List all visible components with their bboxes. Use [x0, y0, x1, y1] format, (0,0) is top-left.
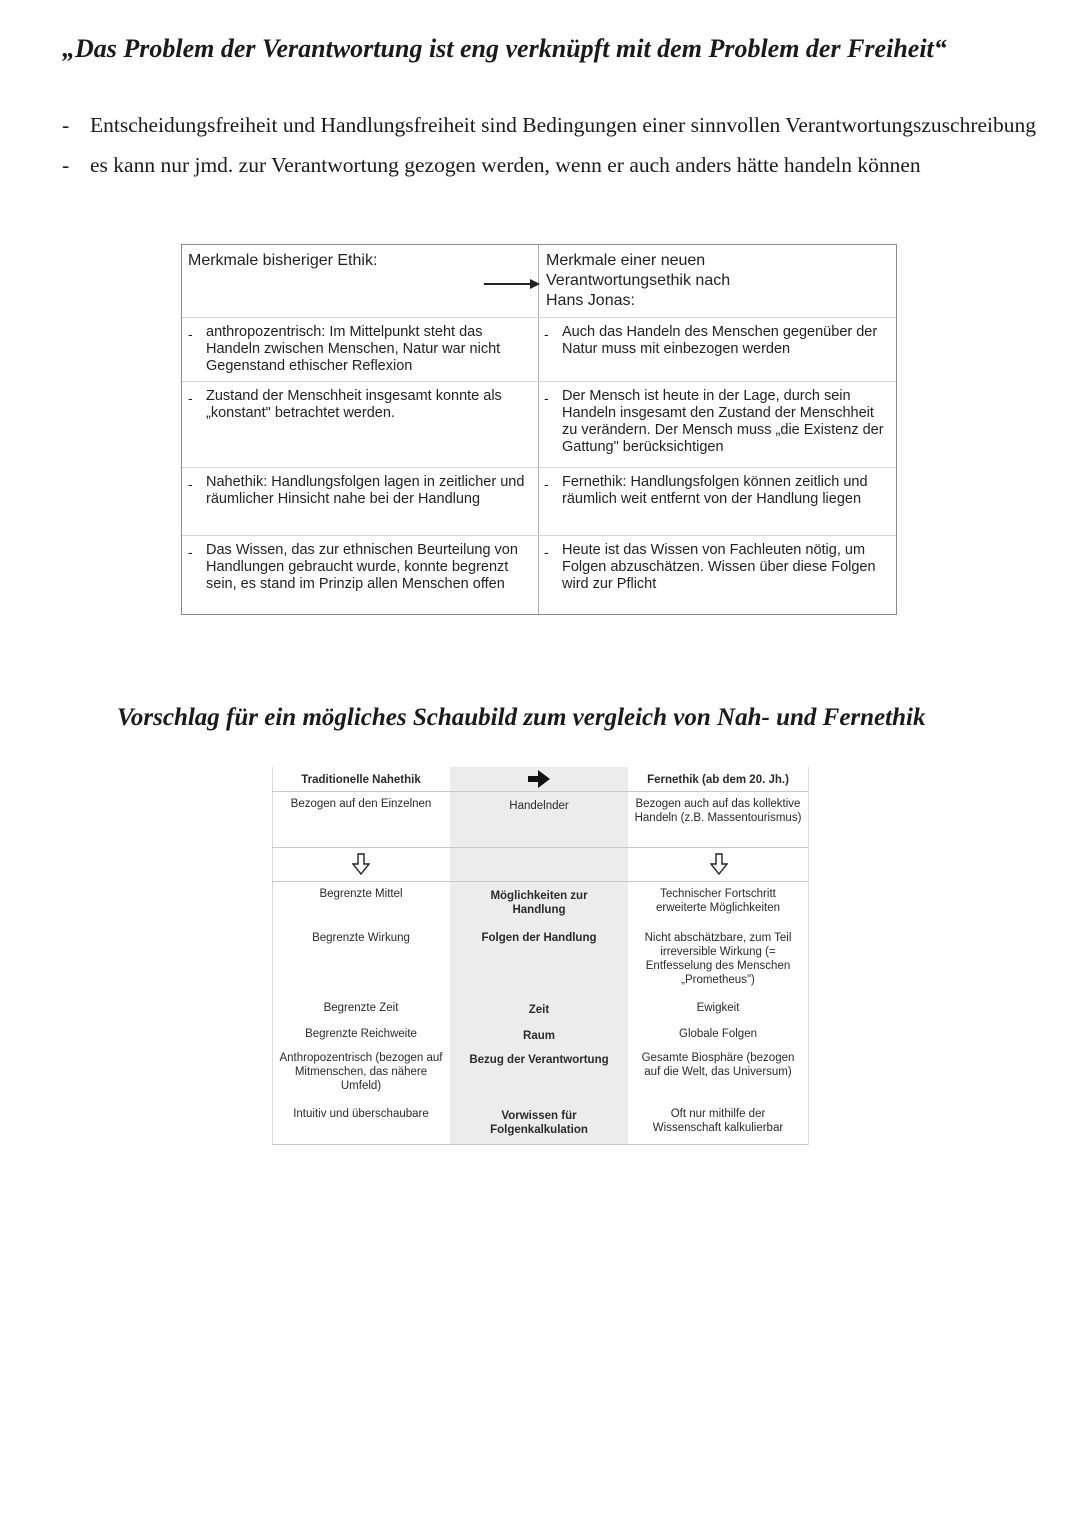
- row-divider: [272, 881, 808, 882]
- bullet-item: [62, 150, 1042, 180]
- header-far-ethics: Fernethik (ab dem 20. Jh.): [647, 774, 789, 786]
- right-cell: [538, 317, 896, 382]
- diagram-title: Vorschlag für ein mögliches Schaubild zum vergleich von Nah- und Fernethik: [117, 704, 926, 731]
- cell-marker: -: [188, 390, 193, 406]
- far-cell: Gesamte Biosphäre (bezogen auf die Welt, das Universum): [641, 1052, 795, 1078]
- bullet-item: [62, 110, 1042, 140]
- aspect-cell: Folgen der Handlung: [481, 932, 597, 944]
- aspect-cell: Möglichkeiten zur Handlung: [490, 890, 588, 916]
- header-near-ethics: Traditionelle Nahethik: [301, 774, 421, 786]
- near-far-ethics-diagram: [272, 767, 808, 1145]
- near-cell: Begrenzte Mittel: [319, 888, 403, 900]
- near-cell: Begrenzte Zeit: [323, 1002, 399, 1014]
- left-cell-text: Nahethik: Handlungsfolgen lagen in zeitlicher und räumlicher Hinsicht nahe bei der Handlung: [206, 474, 525, 507]
- cell-marker: -: [188, 476, 193, 492]
- arrow-right-icon: [528, 770, 550, 788]
- far-cell: Globale Folgen: [679, 1028, 757, 1040]
- left-cell-text: Zustand der Menschheit insgesamt konnte als „konstant" betrachtet werden.: [206, 388, 502, 421]
- aspect-cell: Raum: [523, 1030, 555, 1042]
- header-cell-right: [538, 245, 896, 318]
- arrow-right-icon: [484, 276, 540, 292]
- far-cell: Technischer Fortschritt erweiterte Möglichkeiten: [655, 888, 780, 914]
- cell-marker: -: [188, 326, 193, 342]
- right-header-line: Hans Jonas:: [546, 292, 635, 309]
- intro-bullet-list: [62, 110, 1042, 190]
- bullet-marker: -: [62, 113, 70, 137]
- right-header-line: Verantwortungsethik nach: [546, 272, 731, 289]
- aspect-cell: Handelnder: [509, 800, 569, 812]
- right-cell: [538, 467, 896, 536]
- aspect-cell: Vorwissen für Folgenkalkulation: [490, 1110, 588, 1136]
- near-cell: Bezogen auf den Einzelnen: [290, 798, 432, 810]
- arrow-down-icon: [710, 853, 728, 875]
- bullet-text: Entscheidungsfreiheit und Handlungsfreiheit sind Bedingungen einer sinnvollen Verantwortungszuschreibung: [90, 113, 1036, 137]
- aspect-cell: Zeit: [528, 1004, 550, 1016]
- bullet-marker: -: [62, 153, 70, 177]
- right-header: [546, 251, 730, 311]
- right-cell-text: Der Mensch ist heute in der Lage, durch sein Handeln insgesamt den Zustand der Menschheit zu verändern. Der Mensch muss „die Existenz der Gattung" berücksichtigen: [562, 388, 884, 455]
- column-new-ethics: [538, 245, 896, 614]
- page-title: „Das Problem der Verantwortung ist eng verknüpft mit dem Problem der Freiheit“: [62, 34, 947, 63]
- right-header-line: Merkmale einer neuen: [546, 252, 706, 269]
- near-cell: Anthropozentrisch (bezogen auf Mitmenschen, das nähere Umfeld): [279, 1052, 443, 1092]
- near-cell: Begrenzte Wirkung: [312, 932, 410, 944]
- column-previous-ethics: [182, 245, 539, 614]
- left-cell: [182, 317, 538, 382]
- cell-marker: -: [544, 544, 549, 560]
- left-cell: [182, 381, 538, 468]
- left-cell: [182, 467, 538, 536]
- right-cell: [538, 535, 896, 614]
- row-divider: [272, 791, 808, 792]
- left-header: Merkmale bisheriger Ethik:: [188, 252, 378, 269]
- near-cell: Begrenzte Reichweite: [305, 1028, 417, 1040]
- bullet-text: es kann nur jmd. zur Verantwortung gezogen werden, wenn er auch anders hätte handeln können: [90, 153, 921, 177]
- left-cell-text: Das Wissen, das zur ethnischen Beurteilung von Handlungen gebraucht wurde, konnte begrenzt sein, es stand im Prinzip allen Menschen offen: [206, 542, 518, 592]
- far-cell: Oft nur mithilfe der Wissenschaft kalkulierbar: [652, 1108, 784, 1134]
- comparison-table-ethics: [181, 244, 897, 615]
- aspect-cell: Bezug der Verantwortung: [469, 1054, 609, 1066]
- arrow-down-icon: [352, 853, 370, 875]
- left-cell: [182, 535, 538, 614]
- right-cell-text: Auch das Handeln des Menschen gegenüber der Natur muss mit einbezogen werden: [562, 324, 878, 357]
- left-cell-text: anthropozentrisch: Im Mittelpunkt steht das Handeln zwischen Menschen, Natur war nicht Gegenstand ethischer Reflexion: [206, 324, 501, 374]
- right-cell-text: Fernethik: Handlungsfolgen können zeitlich und räumlich weit entfernt von der Handlung liegen: [562, 474, 868, 507]
- right-cell: [538, 381, 896, 468]
- right-cell-text: Heute ist das Wissen von Fachleuten nötig, um Folgen abzuschätzen. Wissen über diese Folgen wird zur Pflicht: [562, 542, 876, 592]
- column-aspect: [450, 767, 628, 1145]
- near-cell: Intuitiv und überschaubare: [293, 1108, 429, 1120]
- row-divider: [272, 847, 808, 848]
- far-cell: Nicht abschätzbare, zum Teil irreversible Wirkung (= Entfesselung des Menschen „Prometheus"): [644, 932, 792, 986]
- cell-marker: -: [188, 544, 193, 560]
- cell-marker: -: [544, 390, 549, 406]
- far-cell: Bezogen auch auf das kollektive Handeln (z.B. Massentourismus): [634, 798, 802, 824]
- row-divider: [272, 1144, 808, 1145]
- cell-marker: -: [544, 476, 549, 492]
- cell-marker: -: [544, 326, 549, 342]
- far-cell: Ewigkeit: [696, 1002, 740, 1014]
